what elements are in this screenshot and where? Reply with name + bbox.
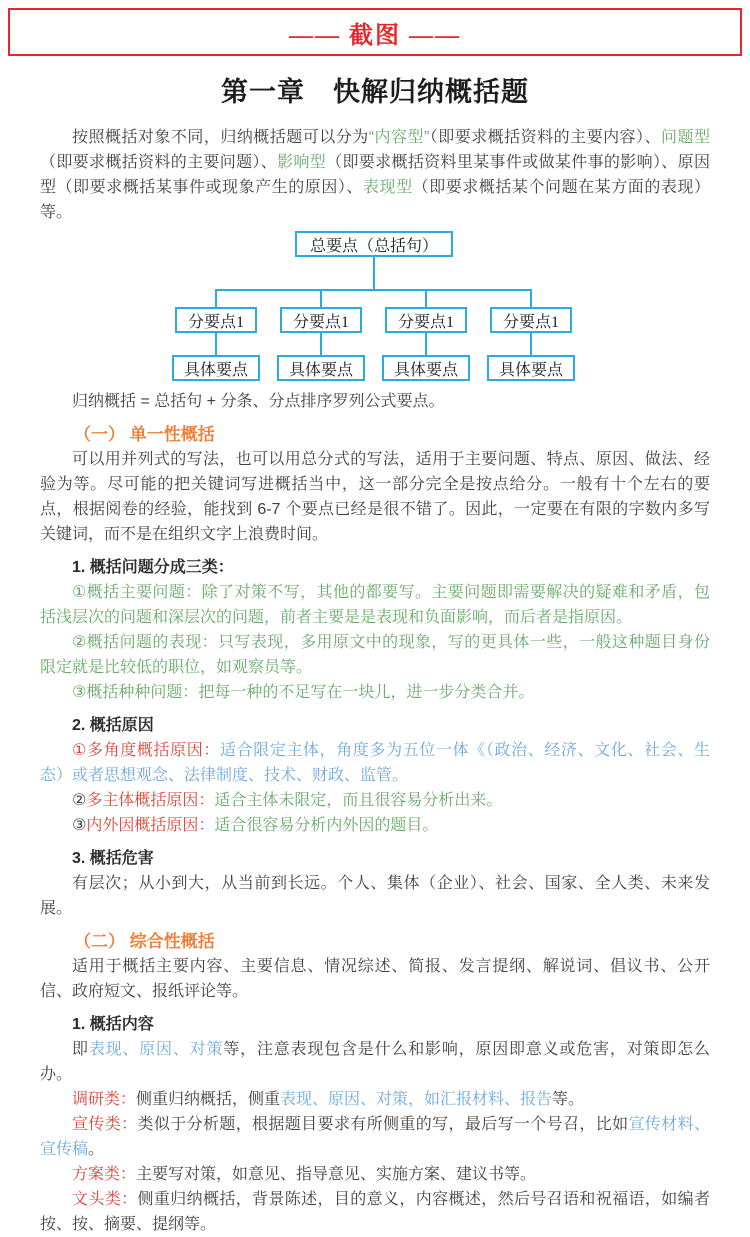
text-segment: 等。	[552, 1091, 585, 1108]
section-heading-two: （二） 综合性概括	[74, 932, 215, 951]
flowchart-connector-root	[373, 257, 375, 289]
text-segment: ③概括种种问题：把每一种的不足写在一块儿，进一步分类合并。	[72, 684, 535, 701]
text-segment: ③	[72, 817, 87, 834]
text-segment: 等，注意表现包含是什么和影响，原因即意义或危害，对策即怎么办。	[40, 1041, 710, 1083]
page-title: 第一章 快解归纳概括题	[221, 77, 529, 107]
text-segment: 类似于分析题，根据题目要求有所侧重的写，最后写一个号召，比如	[137, 1116, 629, 1133]
flowchart-box-leaf: 具体要点	[277, 355, 365, 381]
flowchart-connector-leaf	[425, 333, 427, 355]
flowchart-box-branch: 分要点1	[490, 307, 572, 333]
text-segment: ②概括问题的表现：只写表现，多用原文中的现象，写的更具体一些，一般这种题目身份限定就是比较低的职位，如观察员等。	[40, 634, 710, 676]
text-segment: 表现、原因、对策，如汇报材料、报告	[280, 1091, 553, 1108]
text-segment: 问题型	[661, 129, 710, 146]
paragraph-green-item-3	[40, 680, 710, 705]
flowchart-box-leaf: 具体要点	[382, 355, 470, 381]
text-segment: 宣传类：	[72, 1116, 138, 1133]
flowchart-box-root: 总要点（总括句）	[295, 231, 453, 257]
text-segment: 可以用并列式的写法，也可以用总分式的写法，适用于主要问题、特点、原因、做法、经验为等。尽可能的把关键词写进概括当中，这一部分完全是按点给分。一般有十个左右的要点，根据阅卷的经验，能找到 6-7 个要点已经是很不错了。因此，一定要在有限的字数内多写关键词，而不是在组织文字上浪费时间。	[40, 451, 710, 543]
text-segment: 。	[88, 1141, 105, 1158]
flowchart-connector-branch	[215, 289, 217, 307]
text-segment: 适用于概括主要内容、主要信息、情况综述、简报、发言提纲、解说词、倡议书、公开信、政府短文、报纸评论等。	[40, 958, 710, 1000]
paragraph-type-plan	[40, 1162, 710, 1187]
subheading-content: 1. 概括内容	[72, 1016, 154, 1033]
text-segment: 适合限定主体，角度多为五位一体《（政治、经济、文化、社会、生态）或者思想观念、法律制度、技术、财政、监管。	[40, 742, 710, 784]
text-segment: ①概括主要问题：除了对策不写，其他的都要写。主要问题即需要解决的疑难和矛盾，包括浅层次的问题和深层次的问题，前者主要是是表现和负面影响，而后者是指原因。	[40, 584, 710, 626]
text-segment: 侧重归纳概括，背景陈述，目的意义，内容概述，然后号召语和祝福语，如编者按、按、摘要、提纲等。	[40, 1191, 710, 1233]
text-segment: 文头类：	[72, 1191, 138, 1208]
text-segment: 按照概括对象不同，归纳概括题可以分为	[72, 129, 369, 146]
text-segment: （即要求概括资料里某事件或做某件事的影响）、原因型（即要求概括某事件或现象产生的原因）、	[40, 154, 710, 196]
text-segment: 归纳概括 = 总括句 + 分条、分点排序罗列公式要点。	[72, 393, 445, 410]
paragraph-type-publicity	[40, 1112, 710, 1162]
text-segment: 即	[72, 1041, 89, 1058]
subheading-harm: 3. 概括危害	[72, 850, 154, 867]
flowchart-box-branch: 分要点1	[175, 307, 257, 333]
text-segment: 表现型	[362, 179, 413, 196]
text-segment: 有层次；从小到大，从当前到长远。个人、集体（企业）、社会、国家、全人类、未来发展。	[40, 875, 710, 917]
flowchart-box-branch: 分要点1	[385, 307, 467, 333]
text-segment: （即要求概括资料的主要内容）、	[429, 129, 661, 146]
paragraph-harm	[40, 871, 710, 921]
text-segment: 宣传材料、宣传稿	[40, 1116, 710, 1158]
text-segment: 多主体概括原因：	[86, 792, 215, 809]
text-segment: 影响型	[277, 154, 327, 171]
flowchart-connector-leaf	[215, 333, 217, 355]
paragraph-reason-item-2	[40, 788, 710, 813]
text-segment: ②	[72, 792, 87, 809]
banner-label: —— 截图 ——	[289, 22, 461, 49]
paragraph-green-item-1	[40, 580, 710, 630]
page	[0, 8, 750, 1233]
text-segment: （即要求概括某个问题在某方面的表现）等。	[40, 179, 710, 221]
text-segment: 调研类：	[72, 1091, 137, 1108]
subheading-reason: 2. 概括原因	[72, 717, 154, 734]
flowchart-connector-branch	[530, 289, 532, 307]
text-segment: 表现、原因、对策	[88, 1041, 224, 1058]
text-segment: ①多角度概括原因：	[72, 742, 220, 759]
paragraph-comprehensive	[40, 954, 710, 1004]
flowchart-box-branch: 分要点1	[280, 307, 362, 333]
paragraph-formula	[40, 389, 710, 414]
text-segment: 主要写对策，如意见、指导意见、实施方案、建议书等。	[136, 1166, 537, 1183]
flowchart-connector-leaf	[320, 333, 322, 355]
paragraph-green-item-2	[40, 630, 710, 680]
paragraph-type-research	[40, 1087, 710, 1112]
screenshot-banner	[8, 8, 742, 56]
subheading-three-types: 1. 概括问题分成三类：	[72, 559, 234, 576]
paragraph-reason-item-3	[40, 813, 710, 838]
flowchart	[175, 231, 575, 383]
paragraph-reason-item-1	[40, 738, 710, 788]
document-body	[0, 109, 750, 1237]
text-segment: 适合很容易分析内外因的题目。	[214, 817, 439, 834]
text-segment: 侧重归纳概括，侧重	[136, 1091, 281, 1108]
flowchart-box-leaf: 具体要点	[487, 355, 575, 381]
text-segment: 内外因概括原因：	[86, 817, 215, 834]
flowchart-connector-branch	[320, 289, 322, 307]
section-heading-one: （一） 单一性概括	[74, 425, 215, 444]
paragraph-intro	[40, 125, 710, 225]
paragraph-single-summary	[40, 447, 710, 547]
text-segment: （即要求概括资料的主要问题）、	[40, 154, 278, 171]
flowchart-connector-leaf	[530, 333, 532, 355]
text-segment: 适合主体未限定，而且很容易分析出来。	[214, 792, 503, 809]
flowchart-box-leaf: 具体要点	[172, 355, 260, 381]
paragraph-content	[40, 1037, 710, 1087]
flowchart-connector-hbar	[216, 289, 532, 291]
text-segment: 方案类：	[72, 1166, 137, 1183]
text-segment: “内容型”	[368, 129, 430, 146]
paragraph-type-header	[40, 1187, 710, 1237]
flowchart-connector-branch	[425, 289, 427, 307]
